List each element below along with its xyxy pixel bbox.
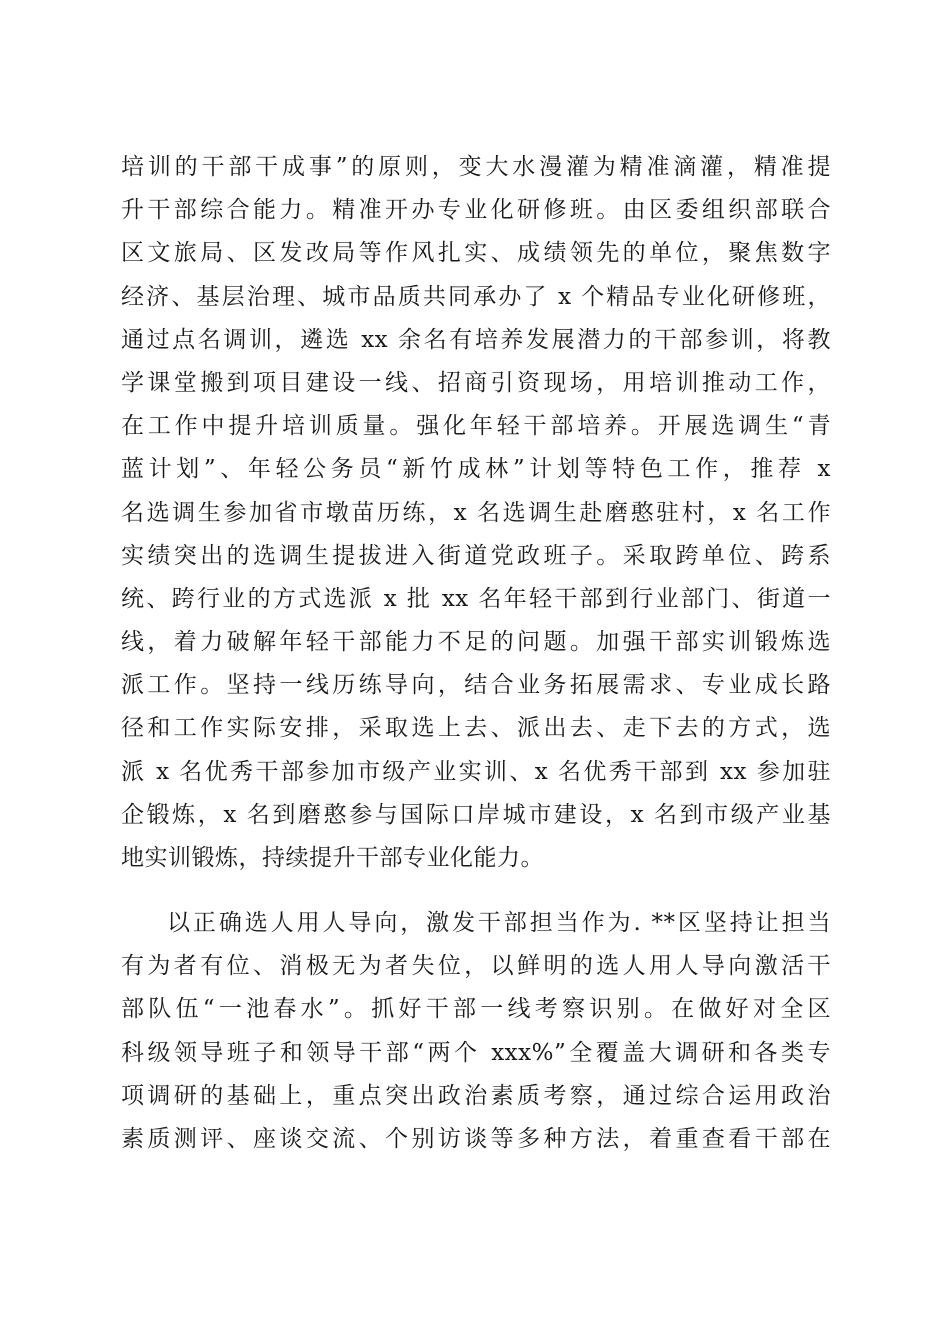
text-line: 通过点名调训，遴选 xx 余名有培养发展潜力的干部参训，将教 (121, 326, 831, 353)
text-line: 以正确选人用人导向，激发干部担当作为. **区坚持让担当 (167, 910, 831, 936)
text-line: 企锻炼，x 名到磨憨参与国际口岸城市建设，x 名到市级产业基 (121, 801, 831, 828)
text-line: 派工作。坚持一线历练导向，结合业务拓展需求、专业成长路 (121, 672, 831, 699)
text-line: 培训的干部干成事”的原则，变大水漫灌为精准滴灌，精准提 (121, 154, 831, 180)
text-line: 区文旅局、区发改局等作风扎实、成绩领先的单位，聚焦数字 (121, 240, 831, 267)
text-line: 统、跨行业的方式选派 x 批 xx 名年轻干部到行业部门、街道一 (121, 585, 831, 612)
text-line: 蓝计划”、年轻公务员“新竹成林”计划等特色工作，推荐 x (121, 456, 831, 483)
text-line: 实绩突出的选调生提拔进入街道党政班子。采取跨单位、跨系 (121, 542, 831, 569)
body-paragraph-1 (121, 146, 831, 880)
text-line: 学课堂搬到项目建设一线、招商引资现场，用培训推动工作， (121, 369, 831, 396)
text-line: 部队伍“一池春水”。抓好干部一线考察识别。在做好对全区 (121, 996, 831, 1023)
text-line: 项调研的基础上，重点突出政治素质考察，通过综合运用政治 (121, 1082, 831, 1109)
text-line: 径和工作实际安排，采取选上去、派出去、走下去的方式，选 (121, 715, 831, 742)
text-line: 素质测评、座谈交流、个别访谈等多种方法，着重查看干部在 (121, 1125, 831, 1152)
text-line: 名选调生参加省市墩苗历练，x 名选调生赴磨憨驻村，x 名工作 (121, 499, 831, 526)
text-line: 升干部综合能力。精准开办专业化研修班。由区委组织部联合 (121, 197, 831, 224)
text-line: 地实训锻炼，持续提升干部专业化能力。 (121, 845, 544, 871)
text-line: 线，着力破解年轻干部能力不足的问题。加强干部实训锻炼选 (121, 629, 831, 656)
text-line: 在工作中提升培训质量。强化年轻干部培养。开展选调生“青 (121, 413, 831, 440)
text-line: 经济、基层治理、城市品质共同承办了 x 个精品专业化研修班， (121, 283, 831, 310)
text-line: 科级领导班子和领导干部“两个 xxx%”全覆盖大调研和各类专 (121, 1039, 831, 1066)
text-line: 派 x 名优秀干部参加市级产业实训、x 名优秀干部到 xx 参加驻 (121, 758, 831, 785)
body-paragraph-2 (121, 902, 831, 1161)
text-line: 有为者有位、消极无为者失位，以鲜明的选人用人导向激活干 (121, 953, 831, 980)
